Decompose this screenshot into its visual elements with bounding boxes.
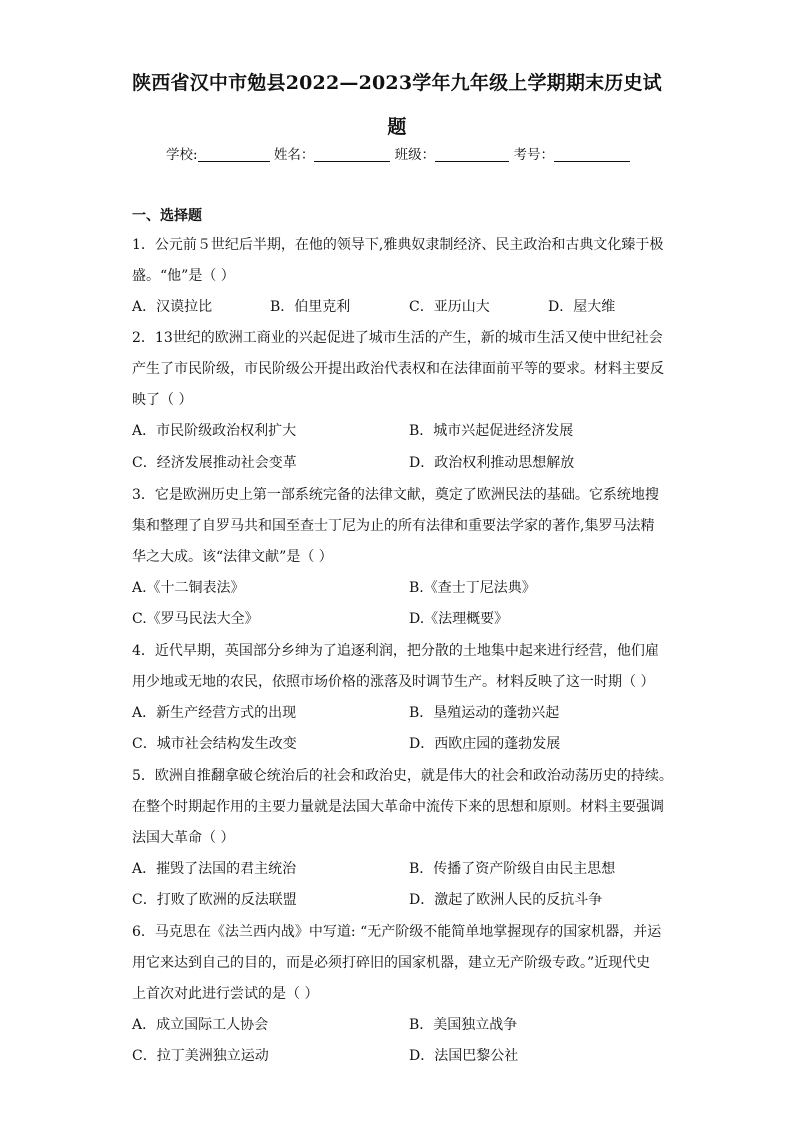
q5-option-c[interactable]: C．打败了欧洲的反法联盟: [132, 892, 297, 908]
q6-option-b[interactable]: B．美国独立战争: [409, 1017, 518, 1033]
question-3-line-1: 3．它是欧洲历史上第一部系统完备的法律文献，奠定了欧洲民法的基础。它系统地搜: [132, 487, 659, 503]
section-heading: 一、选择题: [132, 208, 202, 224]
question-6-line-2: 用它来达到自己的目的，而是必须打碎旧的国家机器，建立无产阶级专政。”近现代史: [132, 955, 651, 971]
q4-option-b[interactable]: B．垦殖运动的蓬勃兴起: [409, 705, 560, 721]
q1-option-c[interactable]: C．亚历山大: [409, 299, 490, 315]
question-4-line-1: 4．近代早期，英国部分乡绅为了追逐利润，把分散的土地集中起来进行经营，他们雇: [132, 643, 659, 659]
q5-option-d[interactable]: D．激起了欧洲人民的反抗斗争: [409, 892, 603, 908]
q4-option-a[interactable]: A．新生产经营方式的出现: [132, 705, 297, 721]
q6-option-a[interactable]: A．成立国际工人协会: [132, 1017, 269, 1033]
question-5-line-1: 5．欧洲自推翻拿破仑统治后的社会和政治史，就是伟大的社会和政治动荡历史的持续。: [132, 768, 673, 784]
exam-number-label: 考号：: [513, 147, 554, 163]
exam-title-line-2: 题: [387, 116, 407, 138]
q2-option-c[interactable]: C．经济发展推动社会变革: [132, 455, 297, 471]
school-label: 学校:: [166, 147, 198, 163]
q1-option-d[interactable]: D．屋大维: [548, 299, 616, 315]
q4-option-d[interactable]: D．西欧庄园的蓬勃发展: [409, 736, 561, 752]
question-2-line-2: 产生了市民阶级，市民阶级公开提出政治代表权和在法律面前平等的要求。材料主要反: [132, 361, 664, 377]
question-1-line-1: 1．公元前５世纪后半期，在他的领导下,雅典奴隶制经济、民主政治和古典文化臻于极: [132, 237, 664, 253]
exam-title-line-1: 陕西省汉中市勉县2022—2023学年九年级上学期期末历史试: [132, 72, 662, 94]
q1-option-a[interactable]: A．汉谟拉比: [132, 299, 213, 315]
question-1-line-2: 盛。“他”是（ ）: [132, 268, 235, 284]
q3-option-a[interactable]: A.《十二铜表法》: [132, 580, 245, 596]
q5-option-a[interactable]: A．摧毁了法国的君主统治: [132, 861, 297, 877]
q2-option-d[interactable]: D．政治权利推动思想解放: [409, 455, 575, 471]
q3-option-c[interactable]: C.《罗马民法大全》: [132, 611, 259, 627]
question-4-line-2: 用少地或无地的农民，依照市场价格的涨落及时调节生产。材料反映了这一时期（ ）: [132, 674, 655, 690]
q1-option-b[interactable]: B．伯里克利: [270, 299, 351, 315]
school-blank[interactable]: [198, 147, 270, 162]
question-6-line-3: 上首次对此进行尝试的是（ ）: [132, 986, 319, 1002]
question-2-line-3: 映了（ ）: [132, 392, 193, 408]
class-label: 班级：: [394, 147, 436, 163]
q6-option-d[interactable]: D．法国巴黎公社: [409, 1048, 519, 1064]
q5-option-b[interactable]: B．传播了资产阶级自由民主思想: [409, 861, 616, 877]
class-blank[interactable]: [435, 147, 509, 162]
question-6-line-1: 6．马克思在《法兰西内战》中写道: “无产阶级不能简单地掌握现存的国家机器，并运: [132, 924, 662, 940]
q2-option-b[interactable]: B．城市兴起促进经济发展: [409, 423, 574, 439]
q3-option-d[interactable]: D.《法理概要》: [409, 611, 509, 627]
exam-number-blank[interactable]: [554, 147, 630, 162]
question-5-line-2: 在整个时期起作用的主要力量就是法国大革命中流传下来的思想和原则。材料主要强调: [132, 799, 664, 815]
q2-option-a[interactable]: A．市民阶级政治权利扩大: [132, 423, 297, 439]
name-blank[interactable]: [314, 147, 390, 162]
q6-option-c[interactable]: C．拉丁美洲独立运动: [132, 1048, 269, 1064]
q4-option-c[interactable]: C．城市社会结构发生改变: [132, 736, 297, 752]
q3-option-b[interactable]: B.《查士丁尼法典》: [409, 580, 536, 596]
question-5-line-3: 法国大革命（ ）: [132, 830, 235, 846]
student-info-row: [166, 143, 646, 163]
name-label: 姓名：: [273, 147, 315, 163]
question-2-line-1: 2．13世纪的欧洲工商业的兴起促进了城市生活的产生，新的城市生活又使中世纪社会: [132, 330, 663, 346]
question-3-line-2: 集和整理了自罗马共和国至查士丁尼为止的所有法律和重要法学家的著作,集罗马法精: [132, 518, 655, 534]
question-3-line-3: 华之大成。该“法律文献”是（ ）: [132, 549, 333, 565]
